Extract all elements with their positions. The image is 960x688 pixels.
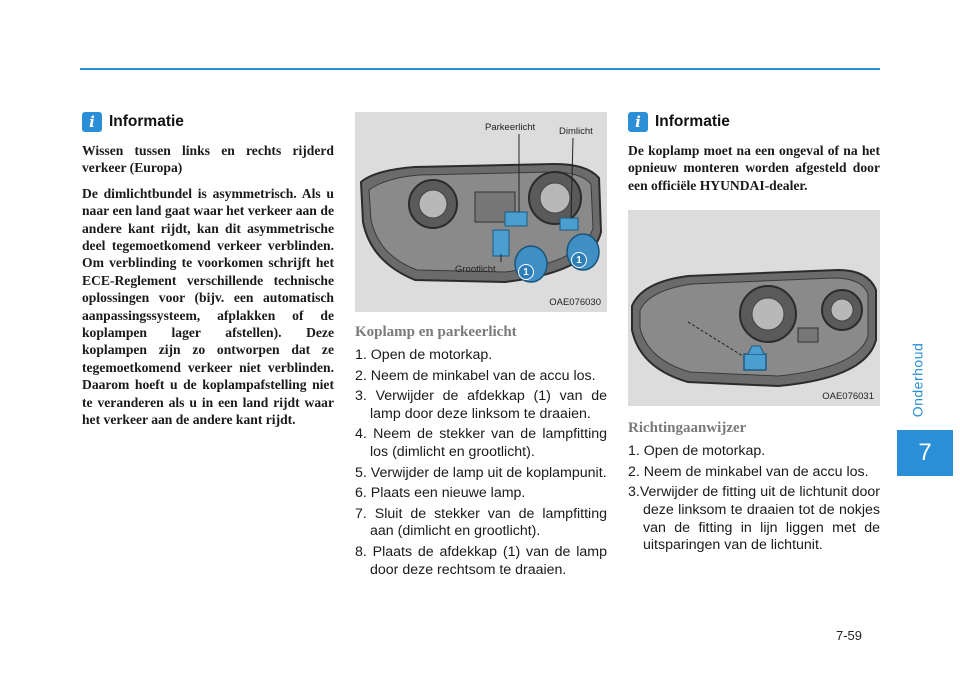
figure-code: OAE076030 bbox=[549, 297, 601, 308]
turn-signal-illustration bbox=[628, 210, 880, 406]
turn-signal-figure bbox=[628, 210, 880, 406]
info-icon: i bbox=[628, 112, 648, 132]
chapter-number-badge: 7 bbox=[897, 430, 953, 476]
step-item: 8. Plaats de afdekkap (1) van de lamp door deze rechtsom te draaien. bbox=[355, 543, 607, 578]
step-item: 1. Open de motorkap. bbox=[628, 443, 766, 460]
info-title: Informatie bbox=[655, 113, 730, 130]
step-item: 5. Verwijder de lamp uit de koplampunit. bbox=[355, 464, 607, 481]
label-parkeerlicht: Parkeerlicht bbox=[485, 122, 536, 133]
figure-code: OAE076031 bbox=[822, 391, 874, 403]
section-label: Onderhoud bbox=[909, 342, 925, 418]
info-paragraph: Wissen tussen links en rechts rijderd verkeer (Europa) bbox=[82, 143, 334, 176]
section-title: Richtingaanwijzer bbox=[628, 420, 747, 437]
middle-column bbox=[355, 112, 607, 582]
right-column bbox=[628, 112, 880, 558]
label-grootlicht: Grootlicht bbox=[455, 264, 496, 275]
callout-badge: 1 bbox=[571, 252, 587, 268]
info-title: Informatie bbox=[109, 113, 184, 130]
step-item: 1. Open de motorkap. bbox=[355, 347, 493, 363]
info-header bbox=[82, 112, 334, 132]
step-item: 6. Plaats een nieuwe lamp. bbox=[355, 485, 526, 502]
step-item: 4. Neem de stekker van de lampfitting los (dimlicht en grootlicht). bbox=[355, 426, 607, 460]
step-item: 3.Verwijder de fitting uit de lichtunit door deze linksom te draaien tot de nokjes van de fitting in lijn liggen met de uitsparingen van de lichtunit. bbox=[628, 484, 880, 554]
step-item: 2. Neem de minkabel van de accu los. bbox=[628, 463, 869, 480]
headlamp-figure bbox=[355, 112, 607, 312]
page-number: 7-59 bbox=[836, 628, 863, 643]
section-tab-label bbox=[904, 330, 930, 430]
info-paragraph: De koplamp moet na een ongeval of na het opnieuw monteren worden afgesteld door een officiële HYUNDAI-dealer. bbox=[628, 143, 880, 193]
callout-badge: 1 bbox=[518, 264, 534, 280]
left-column bbox=[82, 112, 334, 437]
top-rule bbox=[80, 68, 880, 70]
step-item: 3. Verwijder de afdekkap (1) van de lamp door deze linksom te draaien. bbox=[355, 388, 607, 422]
info-icon: i bbox=[82, 112, 102, 132]
section-title: Koplamp en parkeerlicht bbox=[355, 324, 517, 340]
headlamp-illustration bbox=[355, 112, 607, 312]
info-header bbox=[628, 112, 880, 132]
info-paragraph: De dimlichtbundel is asymmetrisch. Als u naar een land gaat waar het verkeer aan de andere kant rijdt, kan dit asymmetrische deel tegemoetkomend verkeer verblinden. Om verblinding te voorkomen schrijft het ECE-Reglement verschillende technische oplossingen voor (bijv. een automatisch aanpassingssysteem, afplakken of de koplampen lager afstellen). Deze koplampen zijn zo ontworpen dat ze tegemoetkomend verkeer niet verblinden. Daarom hoeft u de koplampafstelling niet te veranderen als u in een land rijdt waar het verkeer aan de andere kant rijdt. bbox=[82, 185, 334, 428]
label-dimlicht: Dimlicht bbox=[559, 126, 593, 137]
steps-list bbox=[628, 443, 880, 555]
step-item: 7. Sluit de stekker van de lampfitting aan (dimlicht en grootlicht). bbox=[355, 505, 607, 540]
step-item: 2. Neem de minkabel van de accu los. bbox=[355, 367, 596, 384]
steps-list bbox=[355, 347, 607, 579]
